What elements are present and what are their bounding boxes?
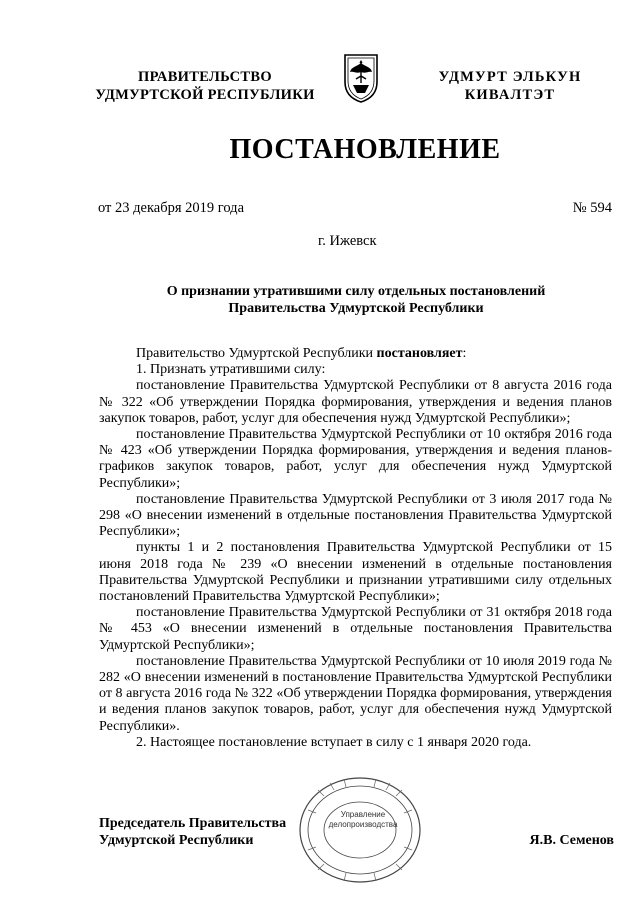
body-paragraph-1: 1. Признать утратившими силу:	[136, 362, 326, 378]
header-left	[85, 68, 325, 104]
header-left-line1: ПРАВИТЕЛЬСТВО	[138, 69, 272, 85]
body-paragraph-6: постановление Правительства Удмуртской Республики от 31 октября 2018 года № 453 «О внесении изменений в отдельные постановления Правительства Удмуртской Республики»;	[99, 605, 612, 653]
body-paragraph-8: 2. Настоящее постановление вступает в силу с 1 января 2020 года.	[136, 734, 532, 750]
signature-position	[99, 815, 286, 849]
document-number: № 594	[572, 200, 612, 216]
header-left-line2: УДМУРТСКОЙ РЕСПУБЛИКИ	[95, 87, 315, 103]
stamp-text-line2: делопроизводства	[328, 820, 398, 829]
signature-position-line1: Председатель Правительства	[99, 816, 287, 831]
stamp-text-line1: Управление	[340, 810, 386, 819]
document-body	[99, 346, 612, 751]
body-intro-suffix: :	[462, 346, 467, 361]
signature-name: Я.В. Семенов	[529, 833, 614, 848]
body-intro-prefix: Правительство Удмуртской Республики	[136, 346, 377, 361]
document-title-line2: Правительства Удмуртской Республики	[228, 301, 484, 316]
document-city: г. Ижевск	[318, 233, 377, 249]
body-paragraph-3: постановление Правительства Удмуртской Республики от 10 октября 2016 года № 423 «Об утверждении Порядка формирования, утверждения и ведения планов-графиков закупок товаров, работ, услуг для обеспечения нужд Удмуртской Республики»;	[99, 427, 612, 491]
body-paragraph-2: постановление Правительства Удмуртской Республики от 8 августа 2016 года № 322 «Об утверждении Порядка формирования, утверждения и ведения планов закупок товаров, работ, услуг для обеспечения нужд Удмуртской Республики»;	[99, 378, 612, 426]
body-paragraph-4: постановление Правительства Удмуртской Республики от 3 июля 2017 года № 298 «О внесении изменений в отдельные постановления Правительства Удмуртской Республики»;	[99, 491, 612, 540]
coat-of-arms-icon	[342, 52, 380, 104]
document-type-heading: ПОСТАНОВЛЕНИЕ	[229, 134, 501, 165]
body-intro	[99, 346, 612, 362]
document-title-line1: О признании утратившими силу отдельных постановлений	[166, 284, 546, 299]
document-title	[100, 283, 612, 317]
document-date: от 23 декабря 2019 года	[98, 200, 244, 216]
signature-position-line2: Удмуртской Республики	[99, 833, 254, 848]
header-right	[405, 68, 615, 104]
body-intro-bold: постановляет	[376, 346, 463, 361]
body-paragraph-7: постановление Правительства Удмуртской Республики от 10 июля 2019 года № 282 «О внесении изменений в постановление Правительства Удмуртской Республики от 8 августа 2016 года № 322 «Об утверждении Порядка формирования, утверждения и ведения планов закупок товаров, работ, услуг для обеспечения нужд Удмуртской Республики».	[99, 653, 612, 734]
stamp-text	[328, 810, 398, 830]
header-right-line1: УДМУРТ ЭЛЬКУН	[438, 69, 582, 85]
header-right-line2: КИВАЛТЭТ	[464, 87, 556, 103]
body-paragraph-5: пункты 1 и 2 постановления Правительства Удмуртской Республики от 15 июня 2018 года № 239 «О внесении изменений в отдельные постановления Правительства Удмуртской Республики и признании утратившими силу отдельных постановлений Правительства Удмуртской Республики»;	[99, 540, 612, 605]
